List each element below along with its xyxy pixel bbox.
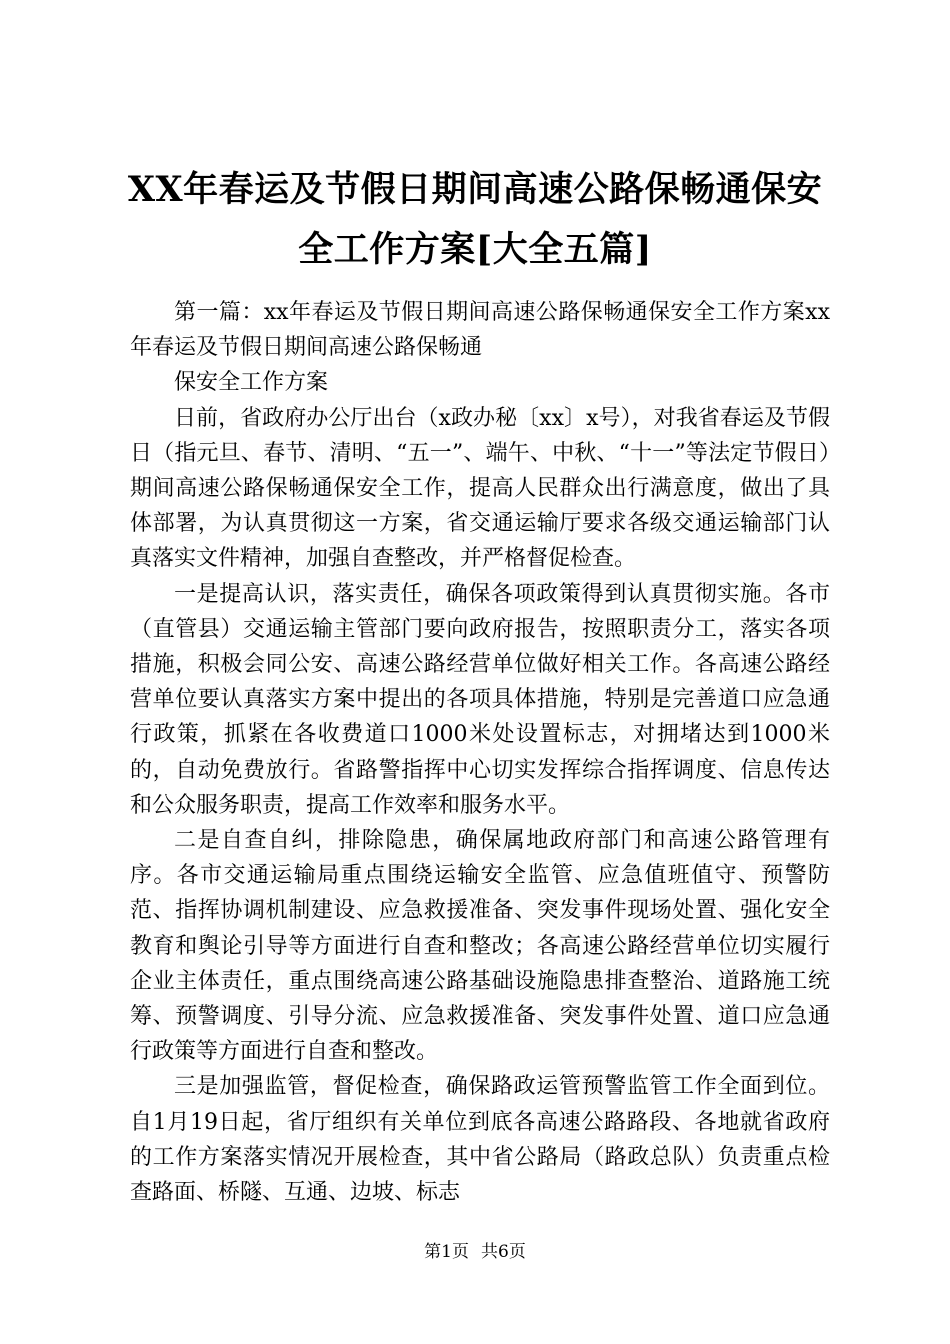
paragraph-4: 一是提高认识，落实责任，确保各项政策得到认真贯彻实施。各市（直管县）交通运输主管部门要向政府报告，按照职责分工，落实各项措施，积极会同公安、高速公路经营单位做好相关工作。各高速公路经营单位要认真落实方案中提出的各项具体措施，特别是完善道口应急通行政策，抓紧在各收费道口1000米处设置标志，对拥堵达到1000米的，自动免费放行。省路警指挥中心切实发挥综合指挥调度、信息传达和公众服务职责，提高工作效率和服务水平。 — [130, 581, 830, 818]
paragraph-1: 第一篇：xx年春运及节假日期间高速公路保畅通保安全工作方案xx年春运及节假日期间高速公路保畅通 — [130, 300, 830, 361]
page-footer — [0, 1240, 950, 1264]
paragraph-2: 保安全工作方案 — [174, 370, 329, 396]
paragraph-6: 三是加强监管，督促检查，确保路政运管预警监管工作全面到位。自1月19日起，省厅组织有关单位到底各高速公路路段、各地就省政府的工作方案落实情况开展检查，其中省公路局（路政总队）负责重点检查路面、桥隧、互通、边坡、标志 — [130, 1074, 830, 1206]
paragraph-3: 日前，省政府办公厅出台（x政办秘〔xx〕x号），对我省春运及节假日（指元旦、春节、清明、“五一”、端午、中秋、“十一”等法定节假日）期间高速公路保畅通保安全工作，提高人民群众出行满意度，做出了具体部署，为认真贯彻这一方案，省交通运输厅要求各级交通运输部门认真落实文件精神，加强自查整改，并严格督促检查。 — [130, 405, 830, 572]
page-number: 第1页 — [424, 1242, 469, 1262]
document-body — [130, 295, 830, 1210]
page-total: 共6页 — [481, 1242, 526, 1262]
document-title — [110, 160, 840, 280]
paragraph-5: 二是自查自纠，排除隐患，确保属地政府部门和高速公路管理有序。各市交通运输局重点围绕运输安全监管、应急值班值守、预警防范、指挥协调机制建设、应急救援准备、突发事件现场处置、强化安全教育和舆论引导等方面进行自查和整改；各高速公路经营单位切实履行企业主体责任，重点围绕高速公路基础设施隐患排查整治、道路施工统筹、预警调度、引导分流、应急救援准备、突发事件处置、道口应急通行政策等方面进行自查和整改。 — [130, 828, 830, 1065]
title-line-2: 全工作方案[大全五篇] — [298, 229, 652, 270]
title-line-1: XX年春运及节假日期间高速公路保畅通保安 — [127, 169, 823, 210]
